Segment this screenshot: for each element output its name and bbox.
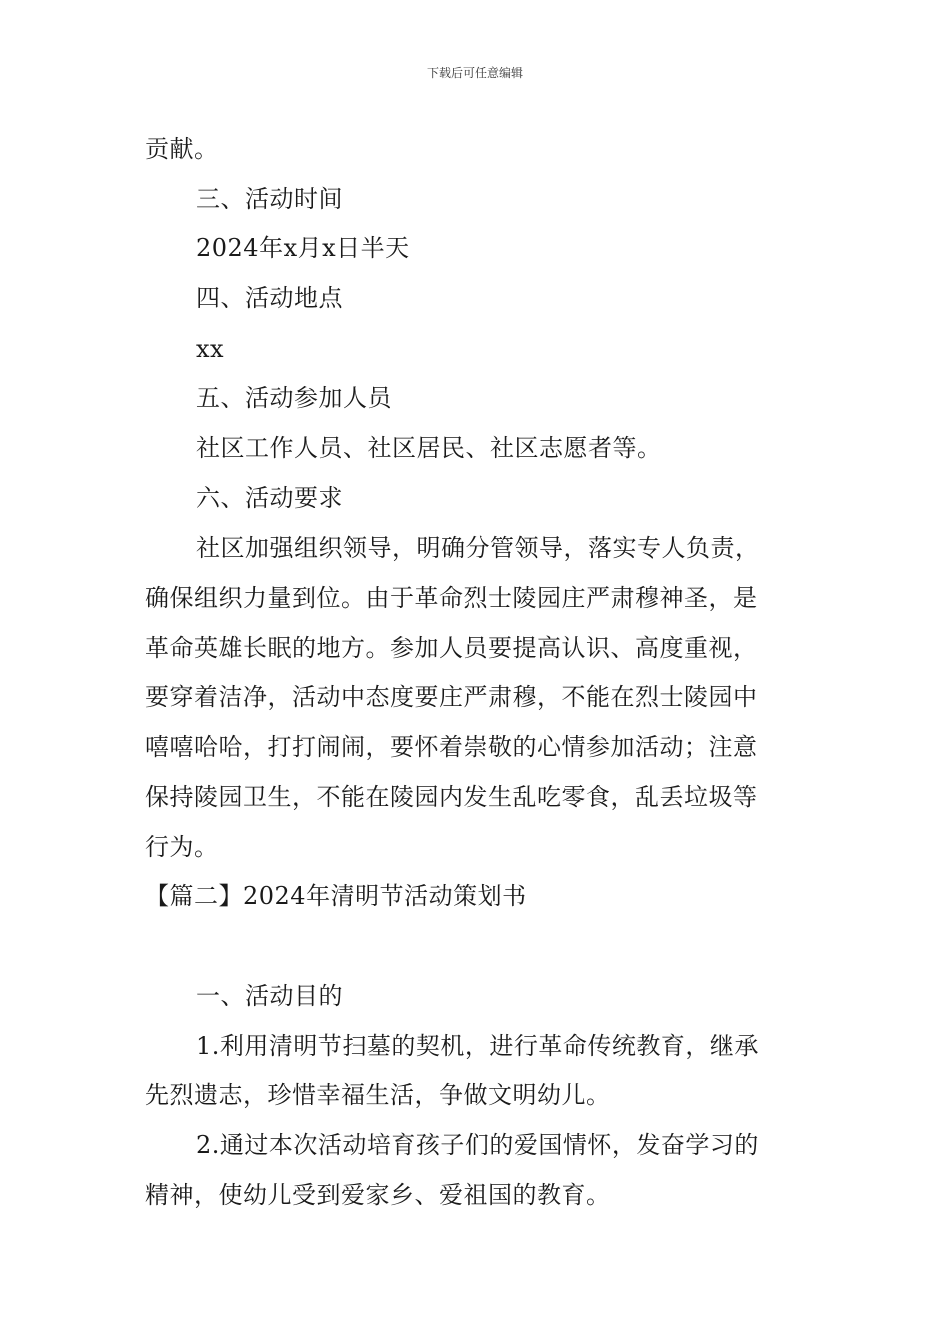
paragraph-line: 1.利用清明节扫墓的契机，进行革命传统教育，继承 xyxy=(196,1032,759,1060)
paragraph-line: 要穿着洁净，活动中态度要庄严肃穆，不能在烈士陵园中 xyxy=(145,683,758,711)
section-heading: 五、活动参加人员 xyxy=(196,384,392,412)
section-heading: 六、活动要求 xyxy=(196,484,343,512)
section-heading: 四、活动地点 xyxy=(196,284,343,312)
section-heading: 一、活动目的 xyxy=(196,982,343,1010)
body-line: xx xyxy=(196,335,225,363)
paragraph-line: 社区加强组织领导，明确分管领导，落实专人负责， xyxy=(196,534,760,562)
chapter-heading: 【篇二】2024年清明节活动策划书 xyxy=(145,882,527,910)
section-heading: 三、活动时间 xyxy=(196,185,343,213)
paragraph-line: 革命英雄长眠的地方。参加人员要提高认识、高度重视， xyxy=(145,634,758,662)
paragraph-line: 确保组织力量到位。由于革命烈士陵园庄严肃穆神圣，是 xyxy=(145,584,758,612)
body-line: 社区工作人员、社区居民、社区志愿者等。 xyxy=(196,434,662,462)
page-header: 下载后可任意编辑 xyxy=(426,66,523,80)
paragraph-line: 精神，使幼儿受到爱家乡、爱祖国的教育。 xyxy=(145,1181,611,1209)
paragraph-line: 行为。 xyxy=(145,833,219,861)
paragraph-line: 2.通过本次活动培育孩子们的爱国情怀，发奋学习的 xyxy=(196,1131,759,1159)
body-line: 贡献。 xyxy=(145,135,219,163)
paragraph-line: 嘻嘻哈哈，打打闹闹，要怀着崇敬的心情参加活动；注意 xyxy=(145,733,758,761)
body-line: 2024年x月x日半天 xyxy=(196,234,410,262)
paragraph-line: 保持陵园卫生，不能在陵园内发生乱吃零食，乱丢垃圾等 xyxy=(145,783,758,811)
paragraph-line: 先烈遗志，珍惜幸福生活，争做文明幼儿。 xyxy=(145,1081,611,1109)
